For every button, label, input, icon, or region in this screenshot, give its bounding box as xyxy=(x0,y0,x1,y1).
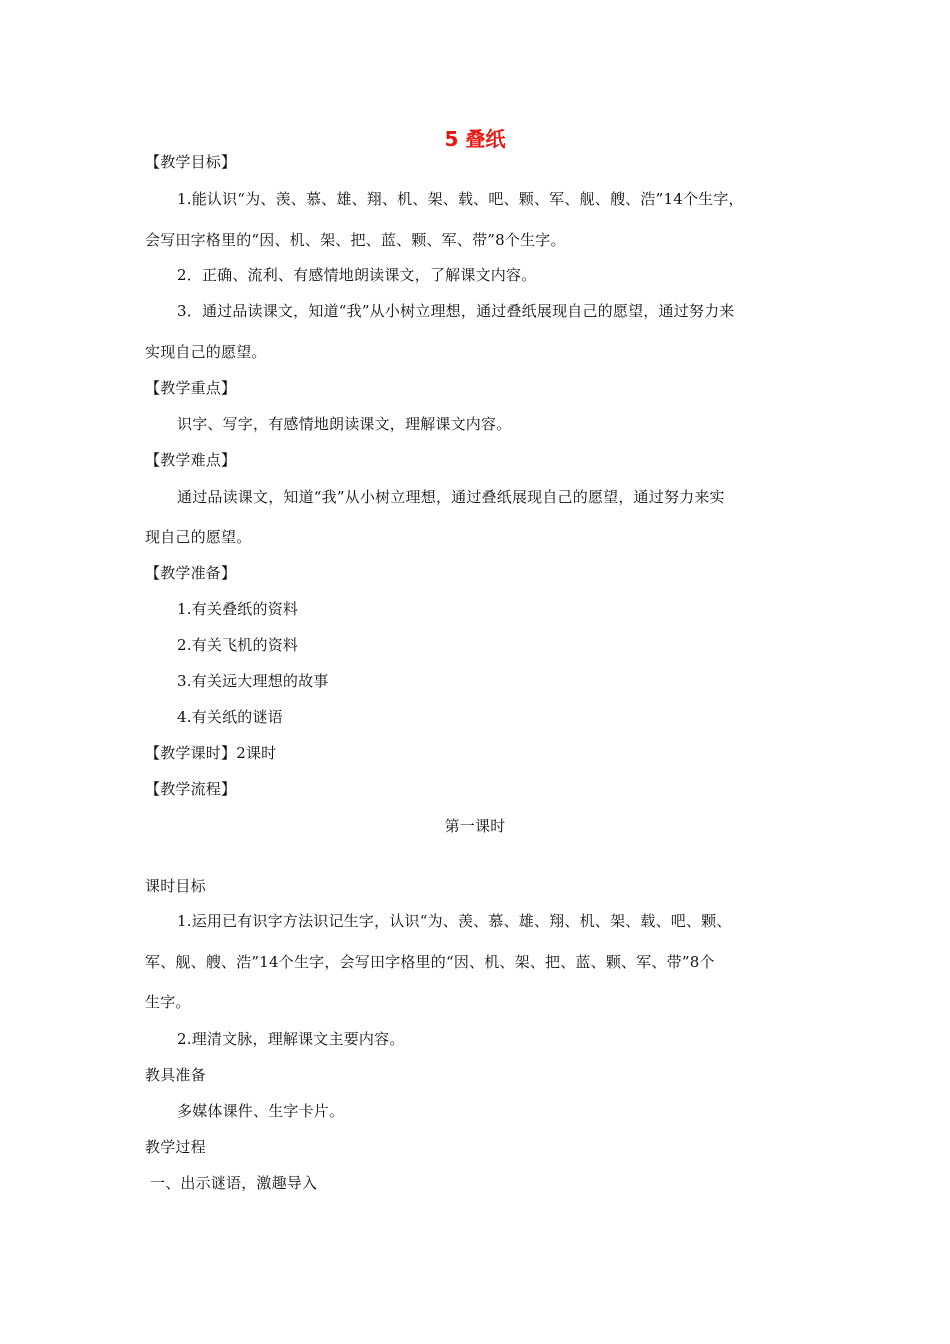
key-points-text: 识字、写字，有感情地朗读课文，理解课文内容。 xyxy=(177,415,512,433)
process-label: 教学过程 xyxy=(145,1138,206,1156)
class-hours: 【教学课时】2课时 xyxy=(145,744,277,762)
process-step-1: 一、出示谜语，激趣导入 xyxy=(150,1174,318,1192)
lesson-1-heading: 第一课时 xyxy=(444,817,506,835)
goal-3-line-2: 实现自己的愿望。 xyxy=(145,343,267,361)
lesson-goal-1-line-1: 1.运用已有识字方法识记生字，认识“为、羡、慕、雄、翔、机、架、载、吧、颗、 xyxy=(177,912,732,930)
lesson-goal-1-line-2: 军、舰、艘、浩”14个生字，会写田字格里的“因、机、架、把、蓝、颗、军、带”8个 xyxy=(145,953,715,971)
page-title: 5 叠纸 xyxy=(444,127,506,151)
lesson-goals-label: 课时目标 xyxy=(145,877,206,895)
key-points-heading: 【教学重点】 xyxy=(145,379,237,397)
preparation-heading: 【教学准备】 xyxy=(145,564,237,582)
difficulty-line-1: 通过品读课文，知道“我”从小树立理想，通过叠纸展现自己的愿望，通过努力来实 xyxy=(177,488,725,506)
preparation-item: 3.有关远大理想的故事 xyxy=(177,672,329,690)
lesson-goal-1-line-3: 生字。 xyxy=(145,993,191,1011)
preparation-item: 2.有关飞机的资料 xyxy=(177,636,299,654)
goal-3-line-1: 3．通过品读课文，知道“我”从小树立理想，通过叠纸展现自己的愿望，通过努力来 xyxy=(177,302,735,320)
lesson-goal-2: 2.理清文脉，理解课文主要内容。 xyxy=(177,1030,405,1048)
preparation-item: 1.有关叠纸的资料 xyxy=(177,600,299,618)
preparation-item: 4.有关纸的谜语 xyxy=(177,708,283,726)
tools-label: 教具准备 xyxy=(145,1066,206,1084)
tools-text: 多媒体课件、生字卡片。 xyxy=(177,1102,345,1120)
goals-heading: 【教学目标】 xyxy=(145,153,237,171)
difficulty-line-2: 现自己的愿望。 xyxy=(145,528,252,546)
difficulty-heading: 【教学难点】 xyxy=(145,451,237,469)
goal-1-line-2: 会写田字格里的“因、机、架、把、蓝、颗、军、带”8个生字。 xyxy=(145,231,566,249)
goal-1-line-1: 1.能认识“为、羡、慕、雄、翔、机、架、载、吧、颗、军、舰、艘、浩”14个生字， xyxy=(177,190,744,208)
goal-2: 2．正确、流利、有感情地朗读课文，了解课文内容。 xyxy=(177,266,537,284)
flow-heading: 【教学流程】 xyxy=(145,780,237,798)
